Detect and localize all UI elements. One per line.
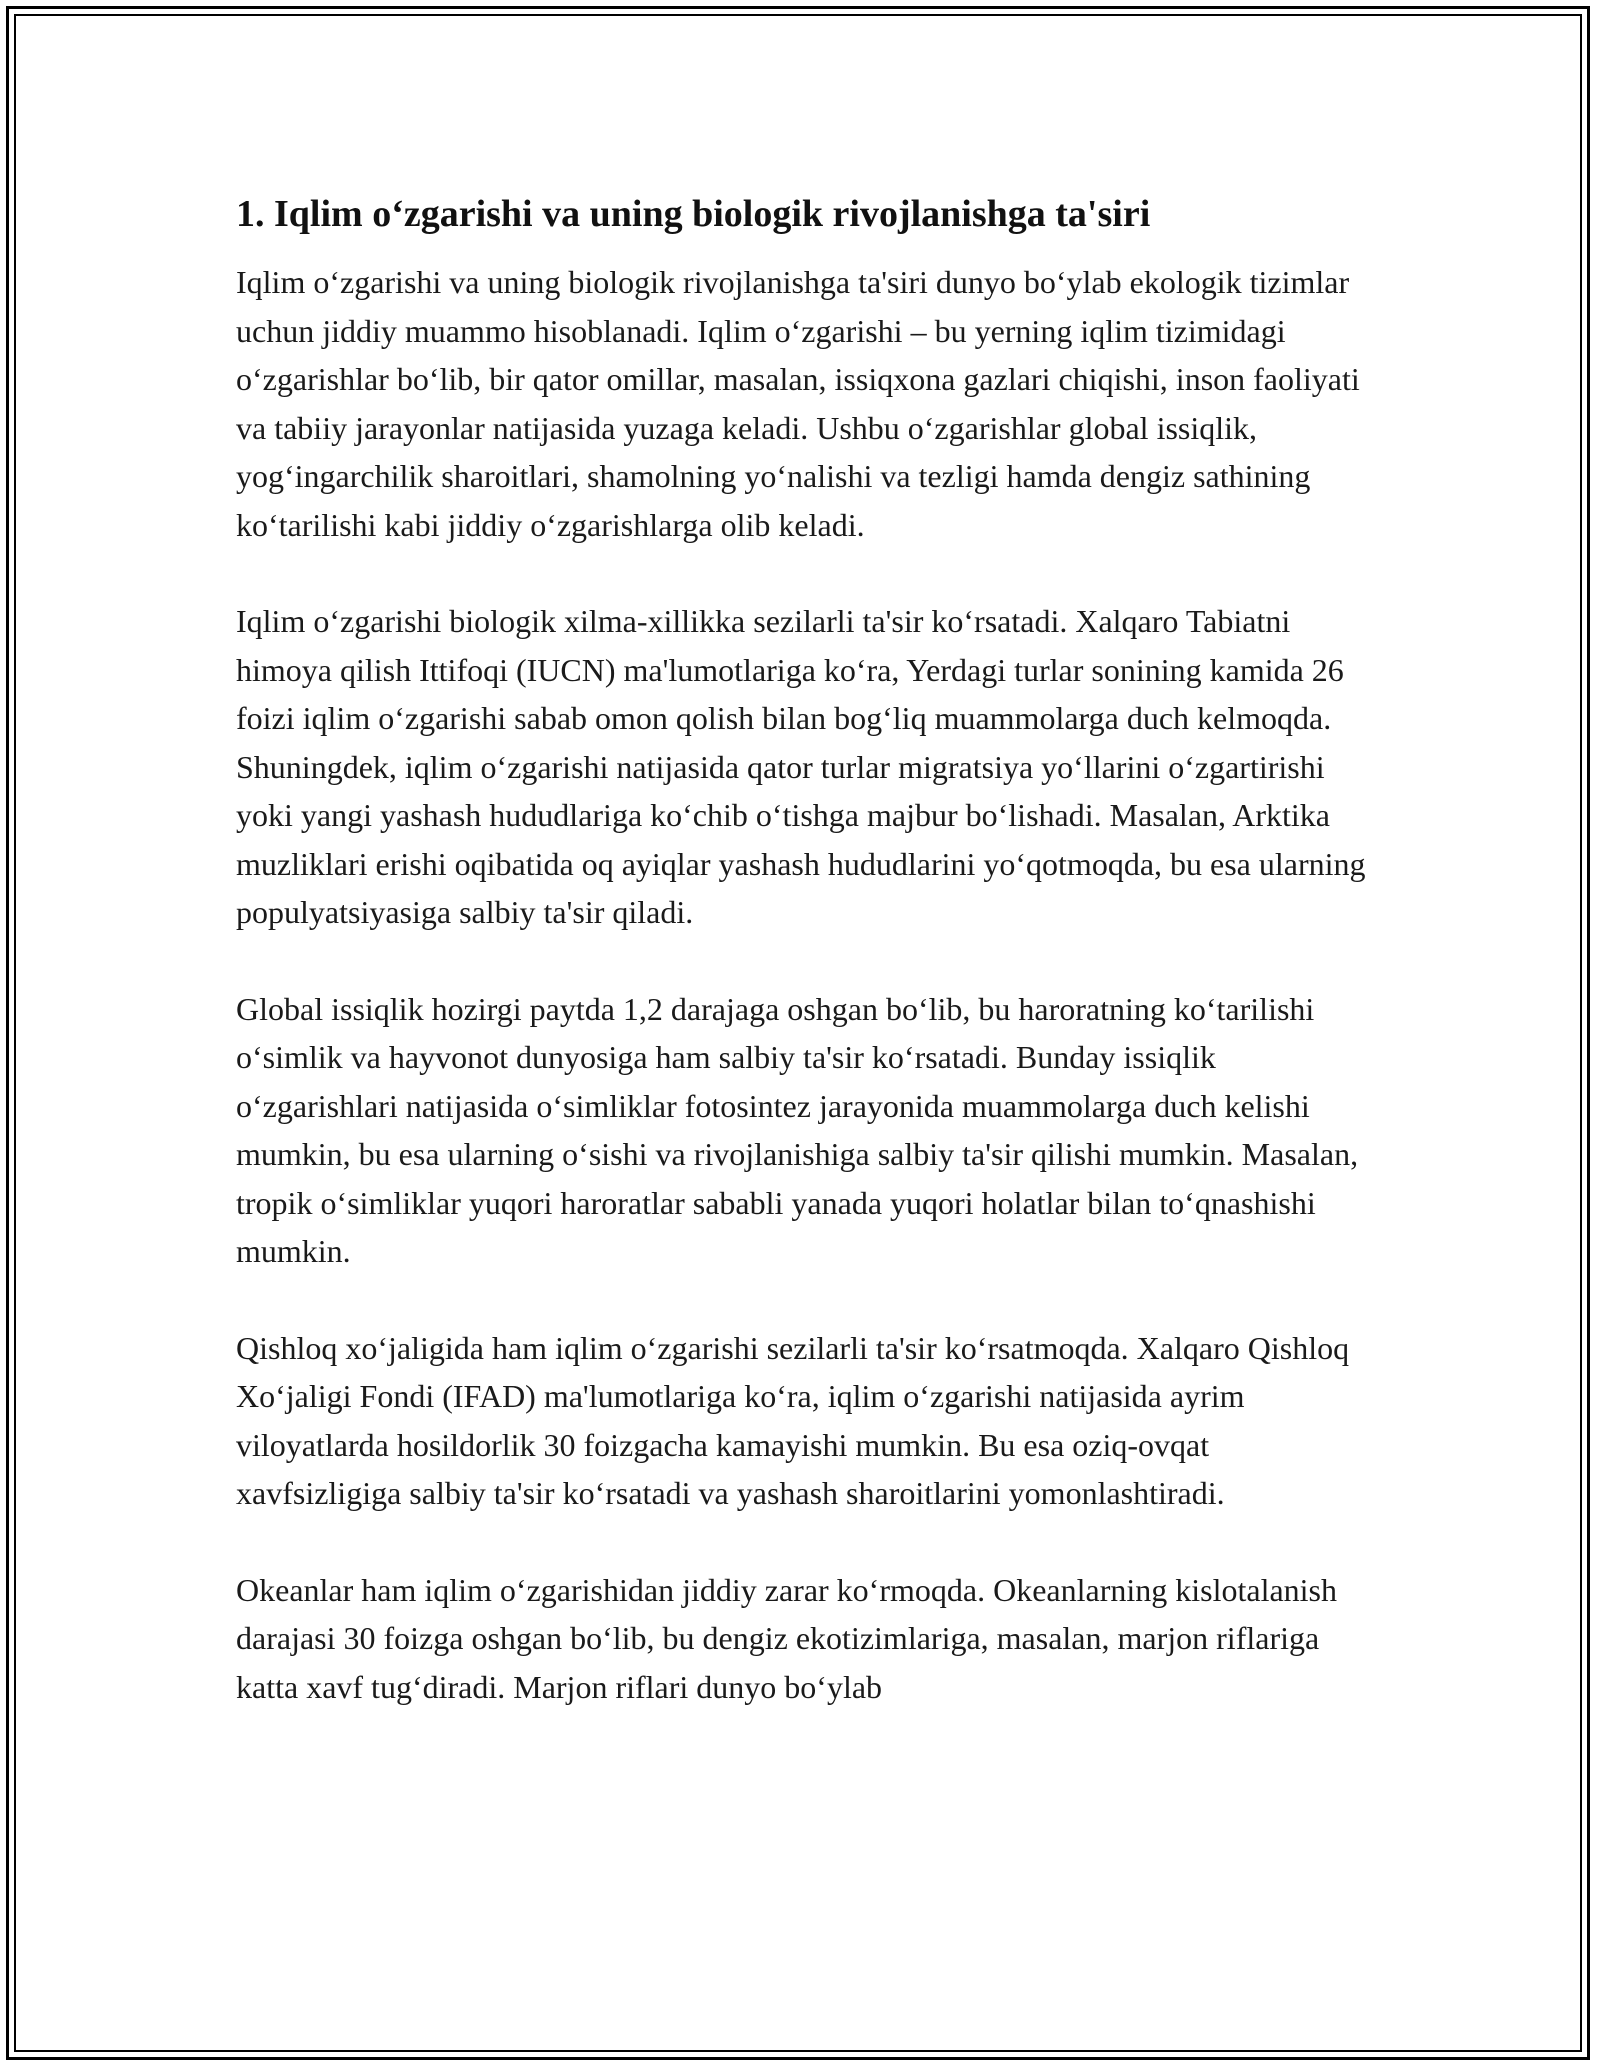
paragraph-5: Okeanlar ham iqlim o‘zgarishidan jiddiy zarar ko‘rmoqda. Okeanlarning kislotalanish darajasi 30 foizga oshgan bo‘lib, bu dengiz ekotizimlariga, masalan, marjon riflariga katta xavf tug‘diradi. Marjon riflari dunyo bo‘ylab	[236, 1571, 1337, 1705]
document-body	[236, 188, 1376, 1759]
paragraph-3: Global issiqlik hozirgi paytda 1,2 darajaga oshgan bo‘lib, bu haroratning ko‘tarilishi o‘simlik va hayvonot dunyosiga ham salbiy ta'sir ko‘rsatadi. Bunday issiqlik o‘zgarishlari natijasida o‘simliklar fotosintez jarayonida muammolarga duch kelishi mumkin, bu esa ularning o‘sishi va rivojlanishiga salbiy ta'sir qilishi mumkin. Masalan, tropik o‘simliklar yuqori haroratlar sababli yanada yuqori holatlar bilan to‘qnashishi mumkin.	[236, 990, 1359, 1269]
section-heading: 1. Iqlim o‘zgarishi va uning biologik rivojlanishga ta'siri	[236, 193, 1151, 235]
paragraph-1: Iqlim o‘zgarishi va uning biologik rivojlanishga ta'siri dunyo bo‘ylab ekologik tizimlar uchun jiddiy muammo hisoblanadi. Iqlim o‘zgarishi – bu yerning iqlim tizimidagi o‘zgarishlar bo‘lib, bir qator omillar, masalan, issiqxona gazlari chiqishi, inson faoliyati va tabiiy jarayonlar natijasida yuzaga keladi. Ushbu o‘zgarishlar global issiqlik, yog‘ingarchilik sharoitlari, shamolning yo‘nalishi va tezligi hamda dengiz sathining ko‘tarilishi kabi jiddiy o‘zgarishlarga olib keladi.	[236, 264, 1360, 543]
paragraph-4: Qishloq xo‘jaligida ham iqlim o‘zgarishi sezilarli ta'sir ko‘rsatmoqda. Xalqaro Qishloq Xo‘jaligi Fondi (IFAD) ma'lumotlariga ko‘ra, iqlim o‘zgarishi natijasida ayrim viloyatlarda hosildorlik 30 foizgacha kamayishi mumkin. Bu esa oziq-ovqat xavfsizligiga salbiy ta'sir ko‘rsatadi va yashash sharoitlarini yomonlashtiradi.	[236, 1329, 1350, 1511]
paragraph-2: Iqlim o‘zgarishi biologik xilma-xillikka sezilarli ta'sir ko‘rsatadi. Xalqaro Tabiatni himoya qilish Ittifoqi (IUCN) ma'lumotlariga ko‘ra, Yerdagi turlar sonining kamida 26 foizi iqlim o‘zgarishi sabab omon qolish bilan bog‘liq muammolarga duch kelmoqda. Shuningdek, iqlim o‘zgarishi natijasida qator turlar migratsiya yo‘llarini o‘zgartirishi yoki yangi yashash hududlariga ko‘chib o‘tishga majbur bo‘lishadi. Masalan, Arktika muzliklari erishi oqibatida oq ayiqlar yashash hududlarini yo‘qotmoqda, bu esa ularning populyatsiyasiga salbiy ta'sir qiladi.	[236, 603, 1366, 930]
